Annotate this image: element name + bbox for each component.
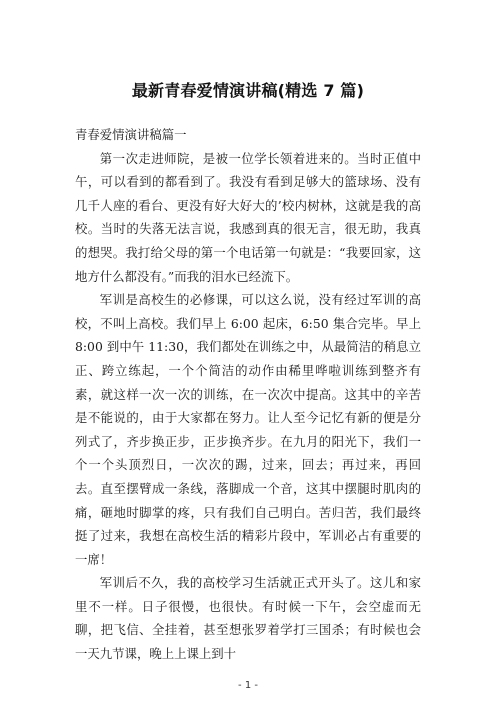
paragraph-3: 军训后不久，我的高校学习生活就正式开头了。这儿和家里不一样。日子很慢，也很快。有时候一下午，会空虚而无聊，把飞信、全挂着，甚至想张罗着学打三国杀；有时候也会一天九节课，晚上上课上到十 <box>75 575 421 662</box>
document-body <box>75 123 421 666</box>
paragraph-1: 第一次走进师院，是被一位学长领着进来的。当时正值中午，可以看到的都看到了。我没有看到足够大的篮球场、没有几千人座的看台、更没有好大好大的’校内树林，这就是我的高校。当时的失落无法言说，我感到真的很无言，很无助，我真的想哭。我打给父母的第一个电话第一句就是：“我要回家，这地方什么都没有。”而我的泪水已经流下。 <box>75 150 421 284</box>
paragraph-2: 军训是高校生的必修课，可以这么说，没有经过军训的高校，不叫上高校。我们早上 6:00 起床，6:50 集合完毕。早上 8:00 到中午 11:30，我们都处在训练之中，从最简洁的稍息立正、跨立练起，一个个简洁的动作由稀里哗啦训练到整齐有素，就这样一次一次的训练，在一次次中提高。这其中的辛苦是不能说的，由于大家都在努力。让人至今记忆有新的便是分列式了，齐步换正步，正步换齐步。在九月的阳光下，我们一个一个头顶烈日，一次次的踢，过来，回去；再过来，再回去。直至摆臂成一条线，落脚成一个音，这其中摆腿时肌肉的痛，砸地时脚掌的疼，只有我们自己明白。苦归苦，我们最终挺了过来，我想在高校生活的精彩片段中，军训必占有重要的一席！ <box>75 292 421 567</box>
section-heading: 青春爱情演讲稿篇一 <box>75 127 187 142</box>
document-title: 最新青春爱情演讲稿(精选 7 篇) <box>131 81 365 100</box>
page-number: - 1 - <box>238 680 258 691</box>
